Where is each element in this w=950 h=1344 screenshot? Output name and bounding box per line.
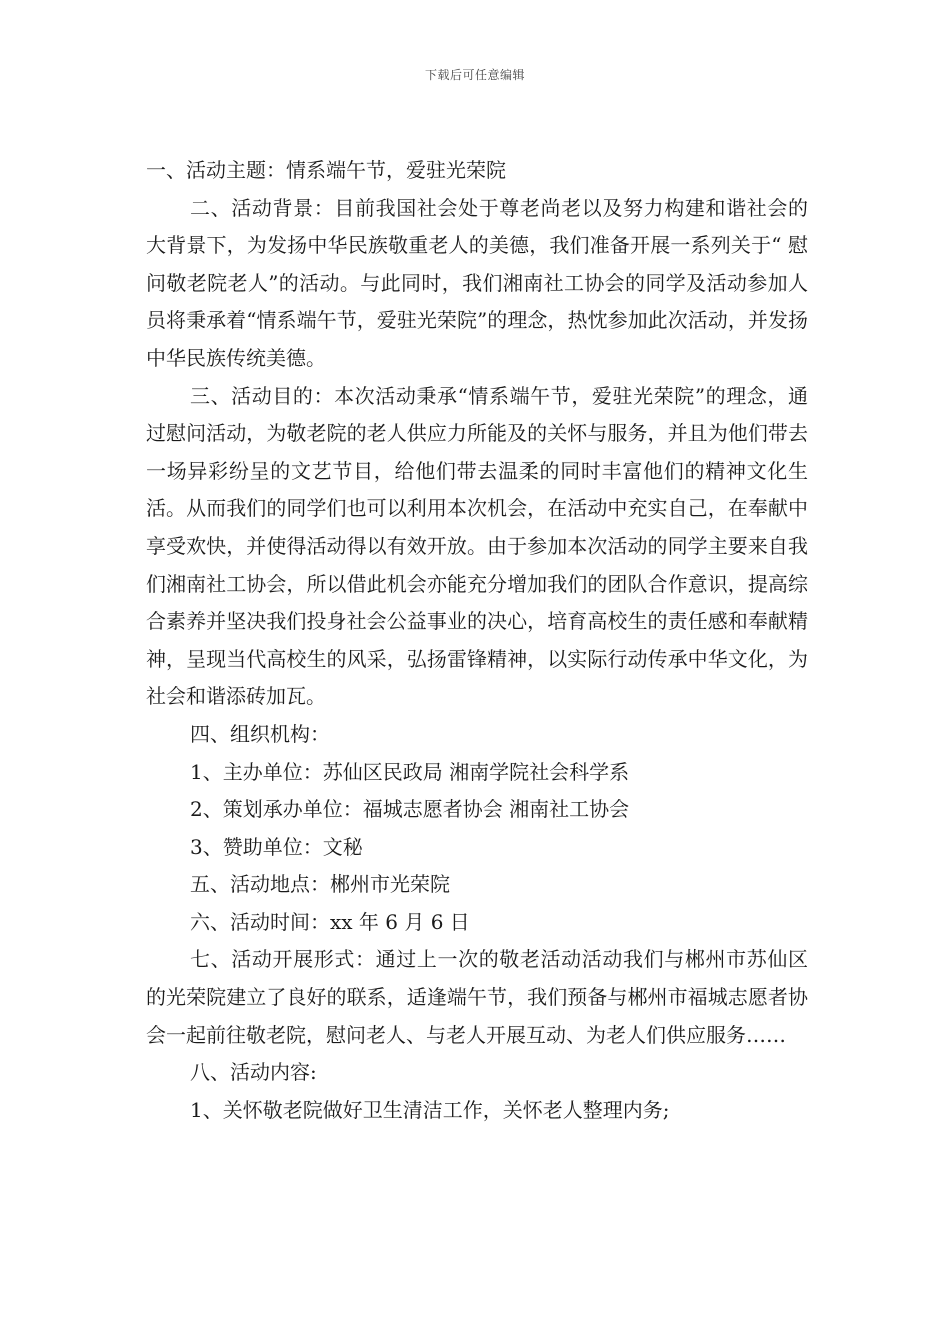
paragraph-purpose: 三、活动目的：本次活动秉承“情系端午节，爱驻光荣院”的理念，通过慰问活动，为敬老院的老人供应力所能及的关怀与服务，并且为他们带去一场异彩纷呈的文艺节目，给他们带去温柔的同时丰富他们的精神文化生活。从而我们的同学们也可以利用本次机会，在活动中充实自己，在奉献中享受欢快，并使得活动得以有效开放。由于参加本次活动的同学主要来自我们湘南社工协会，所以借此机会亦能充分增加我们的团队合作意识，提高综合素养并坚决我们投身社会公益事业的决心，培育高校生的责任感和奉献精神，呈现当代高校生的风采，弘扬雷锋精神，以实际行动传承中华文化，为社会和谐添砖加瓦。 <box>146 383 808 709</box>
paragraph-location: 五、活动地点：郴州市光荣院 <box>190 872 450 897</box>
paragraph-organizer-unit: 2、策划承办单位：福城志愿者协会 湘南社工协会 <box>190 797 630 822</box>
paragraph-theme: 一、活动主题：情系端午节，爱驻光荣院 <box>146 158 506 182</box>
paragraph-time: 六、活动时间：xx 年 6 月 6 日 <box>190 909 470 934</box>
paragraph-organization-heading: 四、组织机构： <box>190 721 330 746</box>
header-note: 下载后可任意编辑 <box>424 68 525 82</box>
paragraph-content-heading: 八、活动内容: <box>190 1060 317 1085</box>
paragraph-host-unit: 1、主办单位：苏仙区民政局 湘南学院社会科学系 <box>190 759 630 784</box>
paragraph-content-item-1: 1、关怀敬老院做好卫生清洁工作，关怀老人整理内务; <box>190 1097 670 1122</box>
paragraph-background: 二、活动背景：目前我国社会处于尊老尚老以及努力构建和谐社会的大背景下，为发扬中华民族敬重老人的美德，我们准备开展一系列关于“ 慰问敬老院老人”的活动。与此同时，我们湘南社工协会的同学及活动参加人员将秉承着“情系端午节，爱驻光荣院”的理念，热忱参加此次活动，并发扬中华民族传统美德。 <box>146 195 808 370</box>
document-body <box>146 152 808 1129</box>
paragraph-format: 七、活动开展形式：通过上一次的敬老活动活动我们与郴州市苏仙区的光荣院建立了良好的联系，适逢端午节，我们预备与郴州市福城志愿者协会一起前往敬老院，慰问老人、与老人开展互动、为老人们供应服务…… <box>146 947 808 1047</box>
paragraph-sponsor-unit: 3、赞助单位：文秘 <box>190 834 363 859</box>
